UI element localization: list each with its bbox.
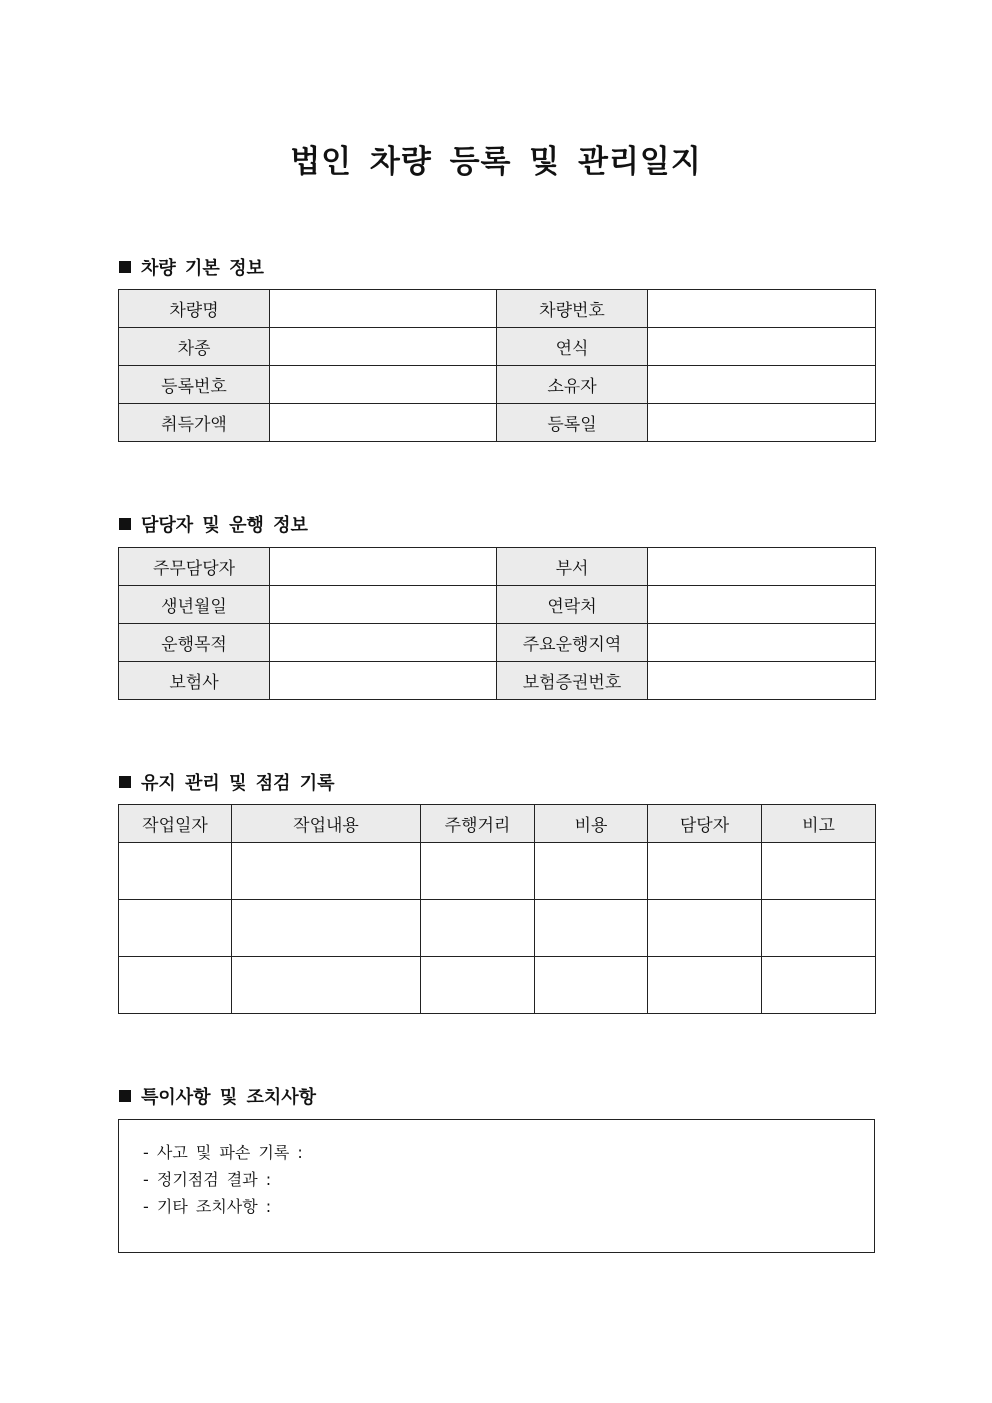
vehicle-name-field[interactable] <box>270 290 497 328</box>
table-cell[interactable] <box>535 957 648 1014</box>
field-label: 주무담당자 <box>119 548 270 586</box>
field-label: 연락처 <box>497 586 648 624</box>
section-heading-label: 유지 관리 및 점검 기록 <box>141 773 335 794</box>
square-bullet-icon <box>119 776 131 788</box>
registration-date-field[interactable] <box>648 404 876 442</box>
vehicle-info-table <box>118 289 876 442</box>
table-row <box>119 900 876 957</box>
column-header: 주행거리 <box>421 805 535 843</box>
field-label: 생년월일 <box>119 586 270 624</box>
table-row <box>119 957 876 1014</box>
table-header-row <box>119 805 876 843</box>
column-header: 비고 <box>762 805 876 843</box>
table-cell[interactable] <box>232 900 421 957</box>
field-label: 부서 <box>497 548 648 586</box>
owner-field[interactable] <box>648 366 876 404</box>
note-line-other: - 기타 조치사항 : <box>143 1197 272 1216</box>
table-cell[interactable] <box>535 900 648 957</box>
table-cell[interactable] <box>232 957 421 1014</box>
registration-number-field[interactable] <box>270 366 497 404</box>
table-row <box>119 548 876 586</box>
table-cell[interactable] <box>648 900 762 957</box>
field-label: 보험사 <box>119 662 270 700</box>
table-cell[interactable] <box>421 900 535 957</box>
table-cell[interactable] <box>762 900 876 957</box>
manager-field[interactable] <box>270 548 497 586</box>
square-bullet-icon <box>119 1090 131 1102</box>
purpose-field[interactable] <box>270 624 497 662</box>
table-cell[interactable] <box>648 843 762 900</box>
table-row <box>119 328 876 366</box>
section-heading-maintenance <box>119 769 335 795</box>
model-year-field[interactable] <box>648 328 876 366</box>
square-bullet-icon <box>119 261 131 273</box>
department-field[interactable] <box>648 548 876 586</box>
field-label: 운행목적 <box>119 624 270 662</box>
column-header: 작업내용 <box>232 805 421 843</box>
insurer-field[interactable] <box>270 662 497 700</box>
note-line-inspection: - 정기점검 결과 : <box>143 1170 272 1189</box>
table-row <box>119 290 876 328</box>
section-heading-manager <box>119 511 308 537</box>
table-cell[interactable] <box>119 843 232 900</box>
field-label: 연식 <box>497 328 648 366</box>
field-label: 취득가액 <box>119 404 270 442</box>
note-line-accident: - 사고 및 파손 기록 : <box>143 1143 303 1162</box>
table-row <box>119 662 876 700</box>
maintenance-table <box>118 804 876 1014</box>
vehicle-number-field[interactable] <box>648 290 876 328</box>
page-title: 법인 차량 등록 및 관리일지 <box>290 144 702 180</box>
section-heading-notes <box>119 1083 316 1109</box>
table-cell[interactable] <box>648 957 762 1014</box>
table-row <box>119 843 876 900</box>
table-cell[interactable] <box>421 957 535 1014</box>
field-label: 등록일 <box>497 404 648 442</box>
main-region-field[interactable] <box>648 624 876 662</box>
table-row <box>119 586 876 624</box>
table-cell[interactable] <box>119 900 232 957</box>
field-label: 주요운행지역 <box>497 624 648 662</box>
policy-number-field[interactable] <box>648 662 876 700</box>
field-label: 등록번호 <box>119 366 270 404</box>
table-row <box>119 624 876 662</box>
field-label: 보험증권번호 <box>497 662 648 700</box>
section-heading-label: 차량 기본 정보 <box>141 258 264 279</box>
acquisition-price-field[interactable] <box>270 404 497 442</box>
table-cell[interactable] <box>232 843 421 900</box>
field-label: 소유자 <box>497 366 648 404</box>
field-label: 차량명 <box>119 290 270 328</box>
birthdate-field[interactable] <box>270 586 497 624</box>
field-label: 차종 <box>119 328 270 366</box>
notes-box[interactable] <box>118 1119 875 1253</box>
column-header: 작업일자 <box>119 805 232 843</box>
table-cell[interactable] <box>535 843 648 900</box>
section-heading-vehicle <box>119 254 264 280</box>
column-header: 비용 <box>535 805 648 843</box>
square-bullet-icon <box>119 518 131 530</box>
vehicle-type-field[interactable] <box>270 328 497 366</box>
table-cell[interactable] <box>762 843 876 900</box>
table-cell[interactable] <box>119 957 232 1014</box>
contact-field[interactable] <box>648 586 876 624</box>
table-row <box>119 404 876 442</box>
table-cell[interactable] <box>762 957 876 1014</box>
table-cell[interactable] <box>421 843 535 900</box>
manager-info-table <box>118 547 876 700</box>
section-heading-label: 특이사항 및 조치사항 <box>141 1087 317 1108</box>
section-heading-label: 담당자 및 운행 정보 <box>141 515 308 536</box>
column-header: 담당자 <box>648 805 762 843</box>
table-row <box>119 366 876 404</box>
field-label: 차량번호 <box>497 290 648 328</box>
